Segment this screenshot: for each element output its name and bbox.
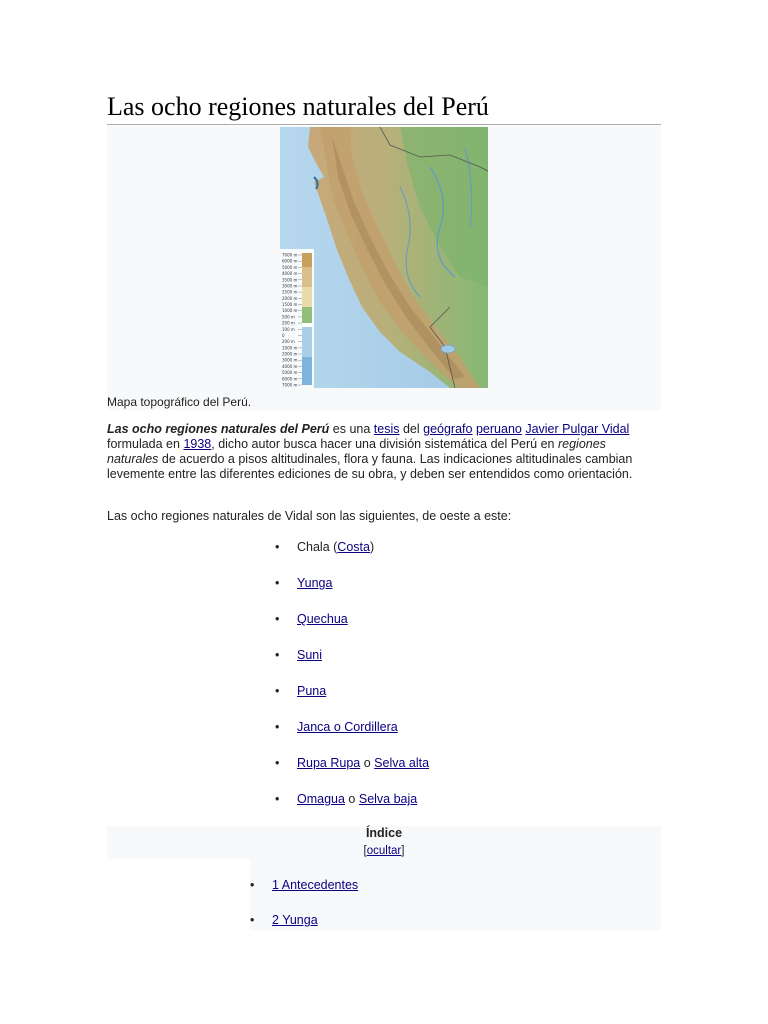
list-item [297, 756, 429, 771]
page-title: Las ocho regiones naturales del Perú [107, 90, 661, 125]
link-puna[interactable]: Puna [297, 684, 327, 698]
link-yunga[interactable]: Yunga [297, 576, 333, 590]
toc-bracket: [ [363, 845, 367, 857]
toc-item-yunga[interactable]: 2 Yunga [272, 913, 318, 927]
legend-tick-label: 2000 m [282, 351, 298, 357]
intro-text: de acuerdo a pisos altitudinales, flora y fauna. Las indicaciones altitudinales cambian levemente entre las diferentes ediciones de su obra, y deben ser entendidos como orientación. [107, 452, 633, 481]
list-item [272, 878, 358, 893]
intro-text: formulada en [107, 437, 184, 451]
intro-paragraph [107, 422, 637, 482]
legend-tick-label: 2500 m [282, 289, 298, 295]
toc-toggle [107, 845, 661, 857]
figure-caption: Mapa topográfico del Perú. [107, 395, 252, 409]
link-1938[interactable]: 1938 [183, 437, 212, 451]
article-term: Las ocho regiones naturales del Perú [107, 422, 330, 436]
toc-list [272, 878, 358, 948]
link-quechua[interactable]: Quechua [297, 612, 348, 626]
link-peruano[interactable]: peruano [475, 422, 522, 436]
legend-tick-label: 0 [282, 333, 285, 338]
figure-box [107, 126, 661, 410]
intro-text: del [399, 422, 424, 436]
legend-tick-label: 3000 m [282, 283, 298, 289]
toc-hide-link[interactable]: ocultar [366, 845, 402, 857]
legend-tick-label: 5000 m [282, 370, 298, 376]
legend-tick-label: 7000 m [282, 382, 298, 388]
region-or: o [344, 792, 359, 806]
link-janca[interactable]: Janca o Cordillera [297, 720, 398, 734]
legend-tick-label: 200 m [282, 320, 295, 326]
toc-bracket: ] [401, 845, 405, 857]
list-item [297, 540, 429, 555]
legend-tick-label: 3000 m [282, 357, 298, 363]
legend-tick-label: 1000 m [282, 345, 298, 351]
legend-tick-label: 5000 m [282, 264, 298, 270]
link-selva-alta[interactable]: Selva alta [374, 756, 430, 770]
list-item [297, 792, 429, 807]
legend-tick-label: 500 m [282, 314, 295, 320]
region-chala-close: ) [369, 540, 375, 554]
link-tesis[interactable]: tesis [373, 422, 400, 436]
legend-tick-label: 4000 m [282, 271, 298, 277]
elevation-legend [280, 249, 314, 388]
legend-tick-label: 3500 m [282, 277, 298, 283]
region-chala: Chala ( [297, 540, 338, 554]
link-rupa-rupa[interactable]: Rupa Rupa [297, 756, 361, 770]
list-intro: Las ocho regiones naturales de Vidal son las siguientes, de oeste a este: [107, 509, 512, 523]
list-item [297, 612, 429, 627]
legend-tick-label: 7000 m [282, 252, 298, 258]
list-item [297, 720, 429, 735]
legend-tick-label: 6000 m [282, 258, 298, 264]
link-javier-pulgar-vidal[interactable]: Javier Pulgar Vidal [525, 422, 630, 436]
legend-tick-label: 6000 m [282, 376, 298, 382]
intro-text: es una [329, 422, 374, 436]
link-geografo[interactable]: geógrafo [423, 422, 473, 436]
link-omagua[interactable]: Omagua [297, 792, 345, 806]
legend-tick-label: 100 m [282, 326, 295, 332]
list-item [297, 576, 429, 591]
toc-title: Índice [365, 826, 403, 840]
link-suni[interactable]: Suni [297, 648, 323, 662]
region-or: o [360, 756, 375, 770]
regions-list [297, 540, 429, 828]
link-costa[interactable]: Costa [337, 540, 370, 554]
legend-tick-label: 200 m [282, 339, 295, 345]
intro-text: , dicho autor busca hacer una división sistemática del Perú en [211, 437, 558, 451]
list-item [297, 648, 429, 663]
peru-topographic-map[interactable] [280, 127, 488, 388]
legend-tick-label: 1000 m [282, 308, 298, 314]
link-selva-baja[interactable]: Selva baja [358, 792, 418, 806]
legend-tick-label: 1500 m [282, 302, 298, 307]
toc-header [107, 826, 661, 859]
legend-tick-label: 4000 m [282, 363, 298, 369]
toc-item-antecedentes[interactable]: 1 Antecedentes [272, 878, 359, 892]
intro-emphasis: regiones naturales [107, 437, 606, 466]
legend-tick-label: 2000 m [282, 295, 298, 301]
list-item [272, 913, 358, 928]
list-item [297, 684, 429, 699]
